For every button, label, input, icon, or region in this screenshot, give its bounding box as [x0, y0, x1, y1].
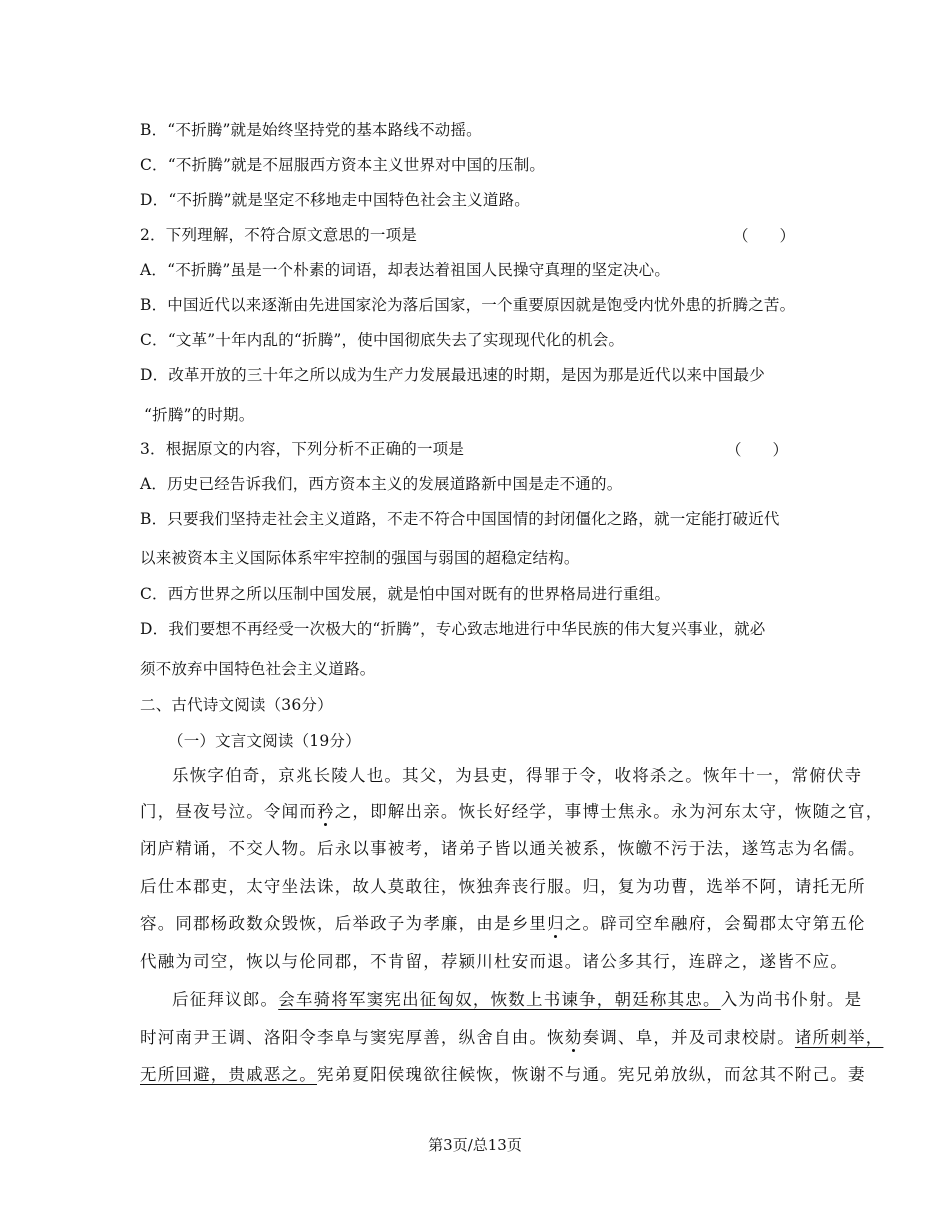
underlined-sentence: 会车骑将军窦宪出征匈奴，恢数上书谏争，朝廷称其忠。 — [278, 990, 721, 1009]
question-2-answer-blank: （ ） — [733, 227, 796, 245]
q3-option-a: A．历史已经告诉我们，西方资本主义的发展道路新中国是走不通的。 — [140, 475, 623, 493]
classical-text-line: 后征拜议郎。会车骑将军窦宪出征匈奴，恢数上书谏争，朝廷称其忠。入为尚书仆射。是 — [172, 990, 863, 1009]
emphasis-mark-word: 劾 — [564, 1028, 583, 1047]
emphasis-mark-word: 矜 — [317, 802, 335, 821]
q2-option-a: A．“不折腾”虽是一个朴素的词语，却表达着祖国人民操守真理的坚定决心。 — [140, 261, 671, 279]
question-3-answer-blank: （ ） — [726, 441, 789, 459]
classical-text-line: 闭庐精诵，不交人物。后永以事被考，诸弟子皆以通关被系，恢皦不污于法，遂笃志为名儒。 — [140, 839, 866, 858]
q2-option-c: C．“文革”十年内乱的“折腾”，使中国彻底失去了实现现代化的机会。 — [140, 331, 625, 349]
classical-text-line: 时河南尹王调、洛阳令李阜与窦宪厚善，纵舍自由。恢劾奏调、阜，并及司隶校尉。诸所刺举， — [140, 1028, 884, 1047]
section-2-heading: 二、古代诗文阅读（36分） — [140, 696, 333, 714]
classical-text-line: 门，昼夜号泣。令闻而矜之，即解出亲。恢长好经学，事博士焦永。永为河东太守，恢随之官， — [140, 802, 884, 821]
question-2-stem: 2．下列理解，不符合原文意思的一项是 — [140, 226, 417, 244]
q3-option-d-continued: 须不放弃中国特色社会主义道路。 — [140, 660, 376, 678]
q3-option-d: D．我们要想不再经受一次极大的“折腾”，专心致志地进行中华民族的伟大复兴事业，就必 — [140, 620, 766, 638]
q2-option-d-continued: “折腾”的时期。 — [144, 406, 255, 424]
q3-option-b: B．只要我们坚持走社会主义道路，不走不符合中国国情的封闭僵化之路，就一定能打破近代 — [140, 510, 780, 528]
page-number-footer: 第3页/总13页 — [428, 1136, 522, 1154]
question-3-stem: 3．根据原文的内容，下列分析不正确的一项是 — [140, 440, 465, 458]
classical-text-line: 后仕本郡吏，太守坐法诛，故人莫敢往，恢独奔丧行服。归，复为功曹，选举不阿，请托无所 — [140, 877, 866, 896]
classical-text-line: 代融为司空，恢以与伦同郡，不肯留，荐颍川杜安而退。诸公多其行，连辟之，遂皆不应。 — [140, 952, 848, 971]
q3-option-b-continued: 以来被资本主义国际体系牢牢控制的强国与弱国的超稳定结构。 — [140, 549, 580, 567]
q2-option-b: B．中国近代以来逐渐由先进国家沦为落后国家，一个重要原因就是饱受内忧外患的折腾之苦。 — [140, 296, 796, 314]
q1-option-d: D．“不折腾”就是坚定不移地走中国特色社会主义道路。 — [140, 191, 530, 209]
classical-text-line: 无所回避，贵戚恶之。宪弟夏阳侯瑰欲往候恢，恢谢不与通。宪兄弟放纵，而忿其不附己。妻 — [140, 1065, 866, 1084]
emphasis-mark-word: 归 — [547, 914, 565, 933]
underlined-sentence: 诸所刺举， — [794, 1028, 884, 1047]
underlined-sentence: 无所回避，贵戚恶之。 — [140, 1065, 317, 1084]
classical-text-line: 乐恢字伯奇，京兆长陵人也。其父，为县吏，得罪于令，收将杀之。恢年十一，常俯伏寺 — [172, 766, 863, 785]
q2-option-d: D．改革开放的三十年之所以成为生产力发展最迅速的时期，是因为那是近代以来中国最少 — [140, 366, 765, 384]
subsection-heading: （一）文言文阅读（19分） — [168, 732, 361, 750]
classical-text-line: 容。同郡杨政数众毁恢，后举政子为孝廉，由是乡里归之。辟司空牟融府，会蜀郡太守第五伦 — [140, 914, 866, 933]
q1-option-b: B．“不折腾”就是始终坚持党的基本路线不动摇。 — [140, 121, 482, 139]
q3-option-c: C．西方世界之所以压制中国发展，就是怕中国对既有的世界格局进行重组。 — [140, 585, 671, 603]
q1-option-c: C．“不折腾”就是不屈服西方资本主义世界对中国的压制。 — [140, 156, 546, 174]
